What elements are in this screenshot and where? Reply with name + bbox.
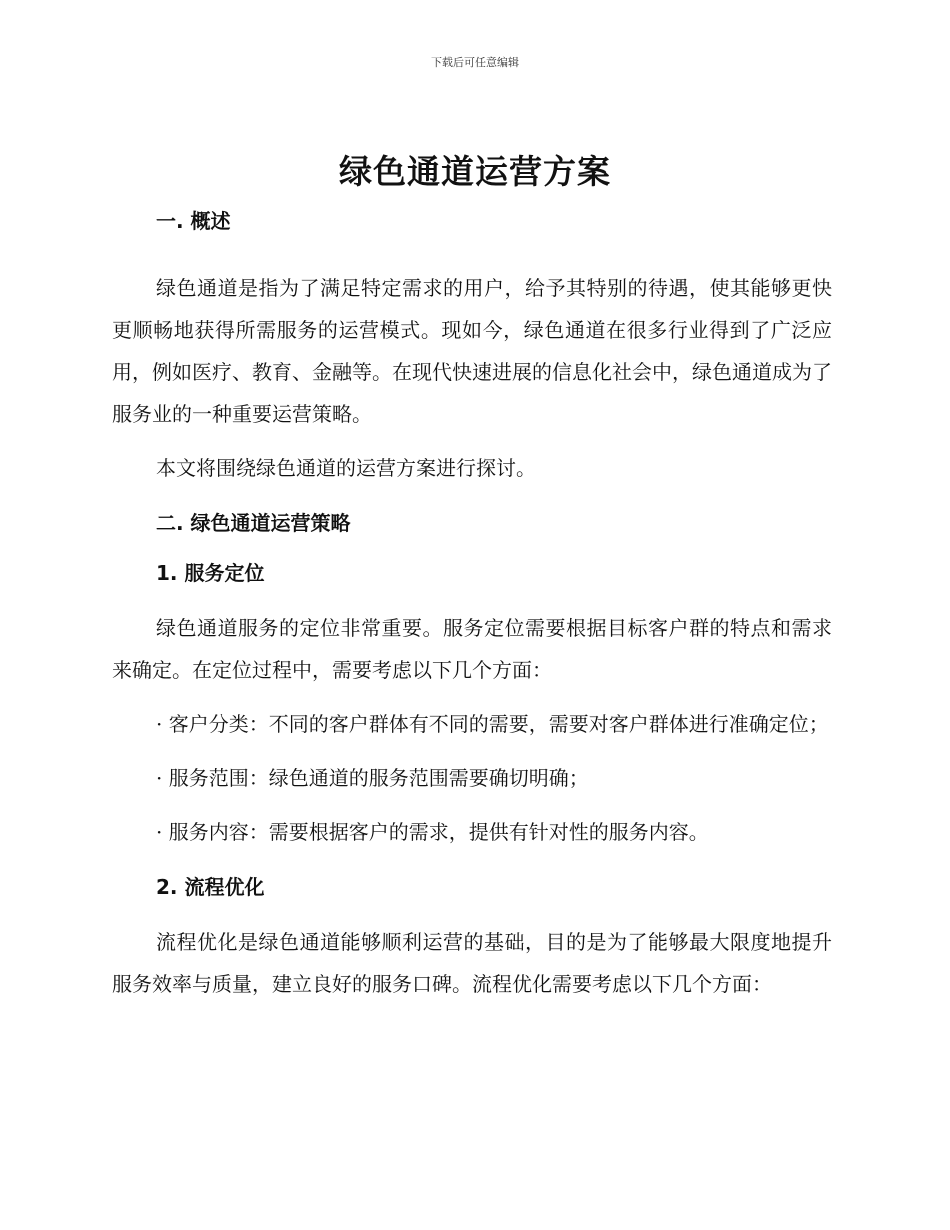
paragraph-positioning: 绿色通道服务的定位非常重要。服务定位需要根据目标客户群的特点和需求来确定。在定位过程中，需要考虑以下几个方面：	[112, 616, 832, 682]
section-heading-overview: 一. 概述	[156, 209, 231, 233]
bullet-customer-classification: · 客户分类：不同的客户群体有不同的需要，需要对客户群体进行准确定位；	[156, 712, 829, 736]
document-body	[112, 205, 832, 1005]
paragraph-overview-1: 绿色通道是指为了满足特定需求的用户，给予其特别的待遇，使其能够更快更顺畅地获得所需服务的运营模式。现如今，绿色通道在很多行业得到了广泛应用，例如医疗、教育、金融等。在现代快速进展的信息化社会中，绿色通道成为了服务业的一种重要运营策略。	[112, 276, 832, 426]
subsection-heading-positioning: 1. 服务定位	[156, 561, 265, 585]
section-heading-strategy: 二. 绿色通道运营策略	[156, 511, 351, 535]
bullet-service-content: · 服务内容：需要根据客户的需求，提供有针对性的服务内容。	[156, 820, 709, 844]
subsection-heading-process: 2. 流程优化	[156, 875, 265, 899]
paragraph-overview-2: 本文将围绕绿色通道的运营方案进行探讨。	[156, 456, 536, 480]
header-note: 下载后可任意编辑	[431, 56, 519, 69]
document-title: 绿色通道运营方案	[339, 152, 611, 191]
paragraph-process: 流程优化是绿色通道能够顺利运营的基础，目的是为了能够最大限度地提升服务效率与质量，建立良好的服务口碑。流程优化需要考虑以下几个方面：	[112, 930, 832, 996]
bullet-service-scope: · 服务范围：绿色通道的服务范围需要确切明确；	[156, 766, 589, 790]
